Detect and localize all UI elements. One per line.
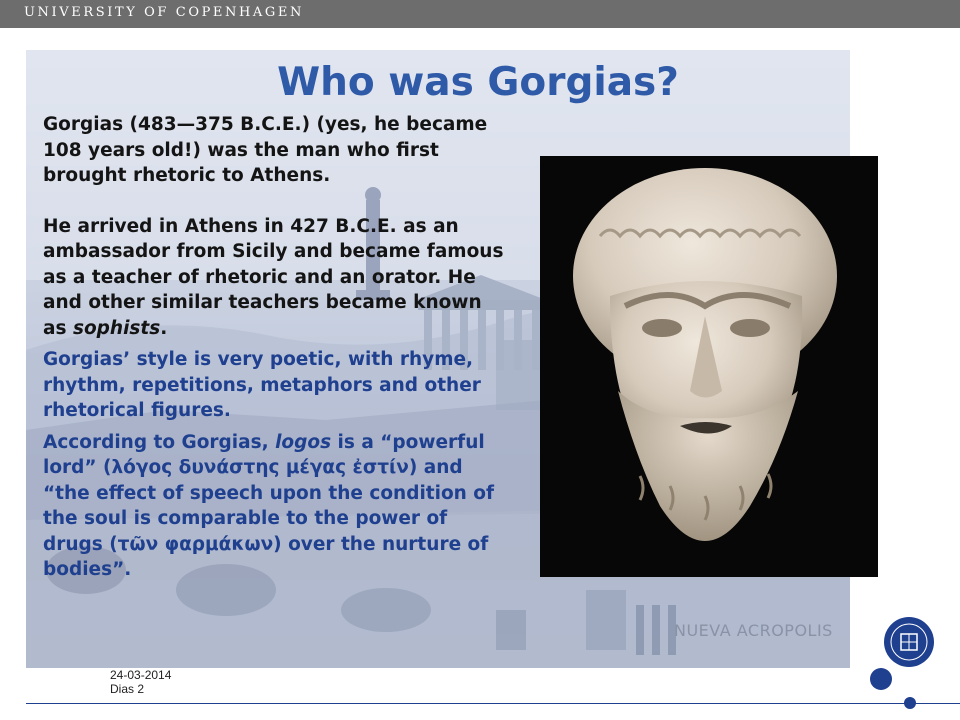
paragraph-logos-start: According to Gorgias, — [43, 431, 276, 453]
footer-date: 24-03-2014 — [110, 668, 172, 682]
paragraph-athens-end: . — [160, 317, 168, 339]
paragraph-athens — [43, 214, 505, 342]
university-name: UNIVERSITY OF COPENHAGEN — [24, 5, 304, 20]
marble-bust-illustration — [540, 156, 878, 577]
paragraph-style: Gorgias’ style is very poetic, with rhyme, rhythm, repetitions, metaphors and other rhetorical figures. — [43, 349, 481, 421]
watermark-nueva-acropolis: NUEVA ACROPOLIS — [674, 621, 833, 640]
slide-body — [43, 112, 505, 583]
portrait-bust-image — [540, 156, 878, 577]
header-bar — [0, 0, 960, 28]
sophists-term: sophists — [72, 317, 161, 339]
paragraph-athens-text: He arrived in Athens in 427 B.C.E. as an ambassador from Sicily and became famous as a teacher of rhetoric and an orator. He and other similar teachers became known as — [43, 215, 504, 339]
footer-divider — [26, 703, 960, 704]
paragraph-logos — [43, 430, 505, 583]
paragraph-intro: Gorgias (483—375 B.C.E.) (yes, he became 108 years old!) was the man who first brought rhetoric to Athens. — [43, 114, 488, 186]
university-seal-icon — [883, 616, 935, 668]
decorative-dot-large — [870, 668, 892, 690]
slide-title: Who was Gorgias? — [277, 60, 679, 105]
paragraph-logos-end: is a “powerful lord” (λόγος δυνάστης μέγας ἐστίν) and “the effect of speech upon the condition of the soul is comparable to the power of drugs (τῶν φαρμάκων) over the nurture of bodies”. — [43, 431, 495, 580]
logos-term: logos — [275, 431, 332, 453]
footer-slide-number: Dias 2 — [110, 682, 145, 696]
